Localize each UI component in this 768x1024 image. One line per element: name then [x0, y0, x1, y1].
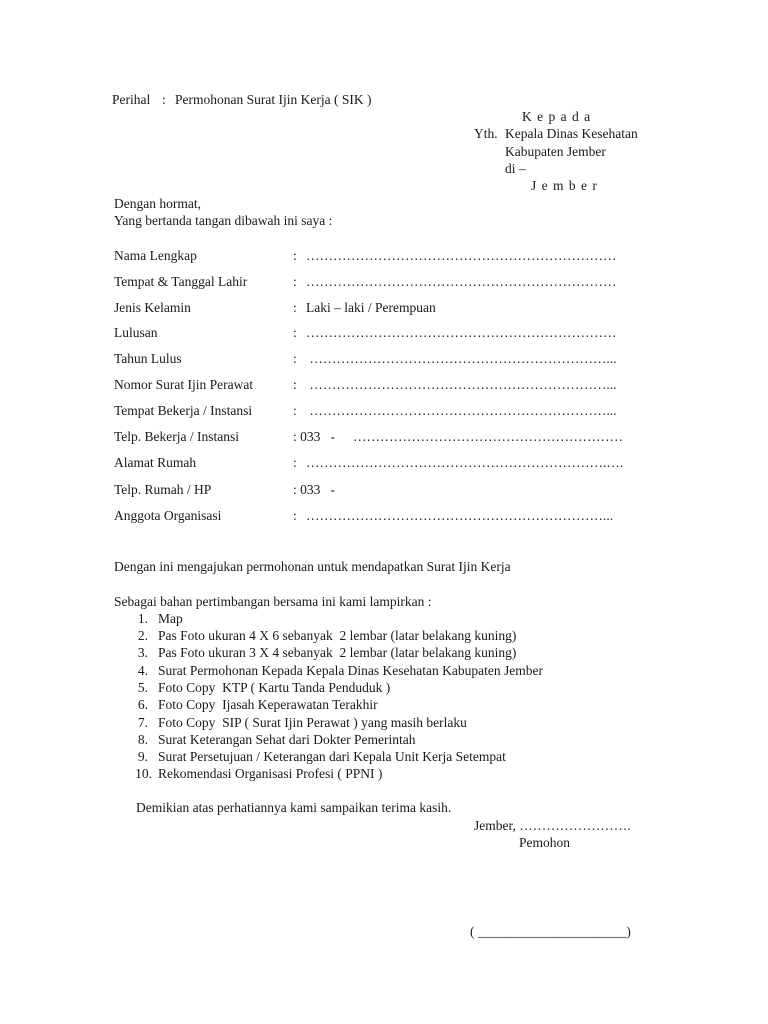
- perihal-value: Permohonan Surat Ijin Kerja ( SIK ): [175, 92, 372, 107]
- greeting-line2: Yang bertanda tangan dibawah ini saya :: [114, 213, 333, 228]
- field-colon: :: [293, 300, 297, 315]
- list-text: Pas Foto ukuran 3 X 4 sebanyak 2 lembar (latar belakang kuning): [158, 645, 517, 660]
- list-number: 1.: [137, 611, 148, 626]
- list-number: 8.: [137, 732, 148, 747]
- field-colon: :: [293, 351, 297, 366]
- field-colon: : 033 -: [293, 429, 335, 444]
- recipient-line3: di –: [505, 161, 526, 176]
- list-text: Foto Copy Ijasah Keperawatan Terakhir: [158, 697, 378, 712]
- closing-signer-label: Pemohon: [519, 835, 571, 850]
- field-colon: :: [293, 377, 297, 392]
- list-number: 10.: [135, 766, 152, 781]
- greeting-line1: Dengan hormat,: [114, 196, 201, 211]
- field-value: ………………………………………………………….….: [306, 455, 624, 470]
- field-label: Tahun Lulus: [114, 351, 182, 366]
- signature-line: ( ______________________): [470, 924, 631, 939]
- recipient-city: J e m b e r: [531, 178, 598, 193]
- closing-thanks: Demikian atas perhatiannya kami sampaikan terima kasih.: [136, 800, 452, 815]
- perihal-label: Perihal: [112, 92, 151, 107]
- list-text: Foto Copy SIP ( Surat Ijin Perawat ) yang masih berlaku: [158, 715, 467, 730]
- recipient-yth: Yth.: [474, 126, 498, 141]
- field-label: Tempat Bekerja / Instansi: [114, 403, 253, 418]
- list-number: 7.: [137, 715, 148, 730]
- field-value: ……………………………………………………………: [306, 325, 617, 340]
- list-text: Map: [158, 611, 183, 626]
- field-value: …………………………………………………………...: [306, 377, 617, 392]
- field-label: Tempat & Tanggal Lahir: [114, 274, 248, 289]
- field-label: Nomor Surat Ijin Perawat: [114, 377, 254, 392]
- field-value: …………………………………………………………...: [306, 508, 614, 523]
- list-number: 4.: [137, 663, 148, 678]
- field-value: ……………………………………………………: [353, 429, 623, 444]
- field-value: …………………………………………………………...: [306, 403, 617, 418]
- list-number: 2.: [137, 628, 148, 643]
- field-label: Telp. Bekerja / Instansi: [114, 429, 240, 444]
- recipient-kepada: K e p a d a: [522, 109, 592, 124]
- field-label: Telp. Rumah / HP: [114, 482, 212, 497]
- field-label: Anggota Organisasi: [114, 508, 222, 523]
- field-value: ……………………………………………………………: [306, 274, 617, 289]
- attachments-intro: Sebagai bahan pertimbangan bersama ini kami lampirkan :: [114, 594, 432, 609]
- field-value: …………………………………………………………...: [306, 351, 617, 366]
- recipient-line2: Kabupaten Jember: [505, 144, 606, 159]
- list-text: Surat Keterangan Sehat dari Dokter Pemerintah: [158, 732, 416, 747]
- field-value: Laki – laki / Perempuan: [306, 300, 436, 315]
- field-colon: :: [293, 248, 297, 263]
- field-colon: :: [293, 455, 297, 470]
- field-colon: :: [293, 508, 297, 523]
- recipient-line1: Kepala Dinas Kesehatan: [505, 126, 638, 141]
- perihal-colon: :: [162, 92, 166, 107]
- list-number: 9.: [137, 749, 148, 764]
- field-colon: : 033 -: [293, 482, 335, 497]
- list-text: Surat Permohonan Kepada Kepala Dinas Kesehatan Kabupaten Jember: [158, 663, 543, 678]
- list-text: Rekomendasi Organisasi Profesi ( PPNI ): [158, 766, 383, 781]
- field-colon: :: [293, 325, 297, 340]
- field-label: Jenis Kelamin: [114, 300, 191, 315]
- field-colon: :: [293, 403, 297, 418]
- field-label: Lulusan: [114, 325, 158, 340]
- list-text: Pas Foto ukuran 4 X 6 sebanyak 2 lembar (latar belakang kuning): [158, 628, 517, 643]
- closing-place-date: Jember, …………………….: [474, 818, 631, 833]
- list-number: 3.: [137, 645, 148, 660]
- field-colon: :: [293, 274, 297, 289]
- list-text: Foto Copy KTP ( Kartu Tanda Penduduk ): [158, 680, 391, 695]
- request-text: Dengan ini mengajukan permohonan untuk mendapatkan Surat Ijin Kerja: [114, 559, 511, 574]
- list-text: Surat Persetujuan / Keterangan dari Kepala Unit Kerja Setempat: [158, 749, 506, 764]
- field-label: Nama Lengkap: [114, 248, 197, 263]
- list-number: 5.: [137, 680, 148, 695]
- field-label: Alamat Rumah: [114, 455, 197, 470]
- list-number: 6.: [137, 697, 148, 712]
- field-value: ……………………………………………………………: [306, 248, 617, 263]
